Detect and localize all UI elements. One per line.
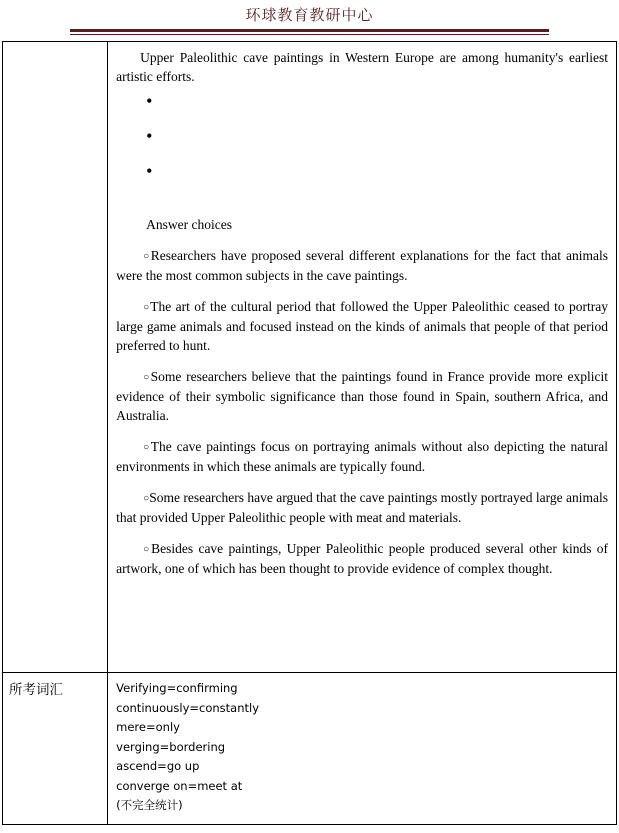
choice-marker-icon: ○ (143, 372, 151, 383)
answer-choice-2-text: The art of the cultural period that followed the Upper Paleolithic ceased to portray large game animals and focused instead on the kinds of animals that people of that period preferred to hunt. (116, 299, 609, 353)
answer-choice-2[interactable] (116, 297, 608, 355)
answer-slot-1[interactable] (116, 96, 608, 131)
main-body-content (108, 42, 616, 600)
vocab-item: continuously=constantly (116, 700, 260, 715)
answer-slot-2[interactable] (116, 131, 608, 166)
choice-marker-icon: ○ (143, 251, 151, 262)
answer-choice-4-text: The cave paintings focus on portraying animals without also depicting the natural environments in which these animals are typically found. (116, 439, 609, 474)
vocab-label-cell (3, 673, 108, 825)
choice-marker-icon: ○ (143, 302, 151, 313)
vocab-item: mere=only (116, 720, 180, 734)
header-rule-thick (70, 29, 549, 32)
answer-choice-1[interactable] (116, 246, 608, 285)
document-header (0, 0, 619, 35)
vocab-item: converge on=meet at (116, 778, 243, 793)
vocab-item: Verifying=confirming (116, 681, 238, 695)
vocab-item: (不完全统计) (116, 798, 183, 812)
header-rule (70, 29, 549, 35)
answer-choice-4[interactable] (116, 437, 608, 476)
answer-slots-list (116, 96, 608, 201)
table-row-main (3, 42, 617, 673)
header-title: 环球教育教研中心 (245, 6, 374, 24)
answer-choice-6[interactable] (116, 539, 608, 578)
table-row-vocab (3, 673, 617, 825)
vocab-label-text: 所考词汇 (9, 682, 63, 698)
content-table (2, 41, 617, 825)
vocab-body-cell (108, 673, 617, 825)
answer-choice-5[interactable] (116, 488, 608, 527)
answer-choice-1-text: Researchers have proposed several different explanations for the fact that animals were the most common subjects in the cave paintings. (116, 248, 608, 283)
answer-choice-5-text: Some researchers have argued that the cave paintings mostly portrayed large animals that provided Upper Paleolithic people with meat and materials. (116, 490, 608, 525)
vocab-item: ascend=go up (116, 759, 200, 773)
intro-paragraph: Upper Paleolithic cave paintings in Western Europe are among humanity's earliest artistic efforts. (116, 50, 608, 84)
choice-marker-icon: ○ (143, 493, 150, 504)
choice-marker-icon: ○ (143, 544, 152, 555)
answer-choice-6-text: Besides cave paintings, Upper Paleolithic people produced several other kinds of artwork, one of which has been thought to provide evidence of complex thought. (116, 541, 608, 576)
vocab-item: verging=bordering (116, 739, 226, 754)
answer-choice-3-text: Some researchers believe that the paintings found in France provide more explicit evidence of their symbolic significance than those found in Spain, southern Africa, and Australia. (116, 369, 609, 423)
answer-choice-3[interactable] (116, 367, 608, 425)
answer-slot-3[interactable] (116, 166, 608, 201)
main-label-cell (3, 42, 108, 673)
header-rule-thin (70, 34, 549, 35)
choice-marker-icon: ○ (143, 442, 151, 453)
vocab-list (108, 673, 616, 824)
main-label-text (3, 42, 107, 52)
answer-choices-heading: Answer choices (146, 217, 233, 232)
main-body-cell (108, 42, 617, 673)
